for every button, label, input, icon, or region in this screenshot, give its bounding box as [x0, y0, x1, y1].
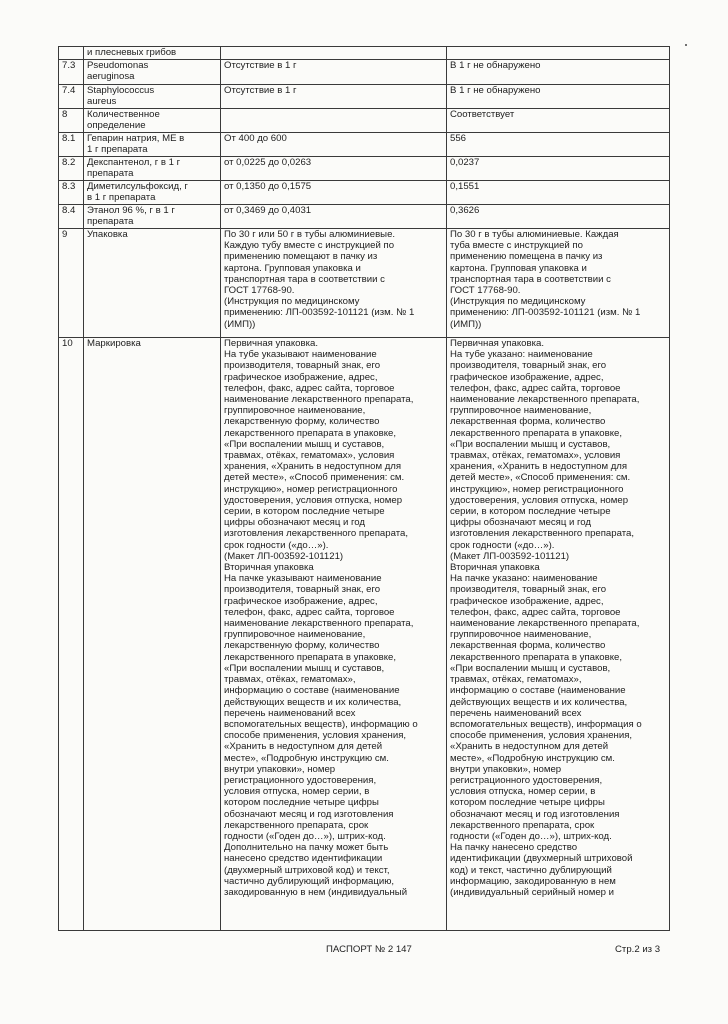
row-result: Соответствует	[447, 109, 670, 133]
row-result: В 1 г не обнаружено	[447, 60, 670, 85]
row-number: 9	[59, 229, 84, 338]
row-name: Pseudomonas aeruginosa	[84, 60, 221, 85]
row-result: Первичная упаковка. На тубе указано: наименование производителя, товарный знак, его графическое изображение, адрес, телефон, факс, адрес сайта, торговое наименование лекарственного препарата, группировочное наименование, лекарственная форма, количество лекарственного препарата в упаковке, «При воспалении мышц и суставов, травмах, отёках, гематомах», условия хранения, «Хранить в недоступном для детей месте», «Способ применения: см. инструкцию», номер регистрационного удостоверения, условия отпуска, номер серии, в котором последние четыре цифры обозначают месяц и год изготовления лекарственного препарата, срок годности («до…»). (Макет ЛП-003592-101121) Вторичная упаковка На пачке указано: наименование производителя, товарный знак, его графическое изображение, адрес, телефон, факс, адрес сайта, торговое наименование лекарственного препарата, группировочное наименование, лекарственная форма, количество лекарственного препарата в упаковке, «При воспалении мышц и суставов, травмах, отёках, гематомах», информацию о составе (наименование действующих веществ и их количества, перечень наименований всех вспомогательных веществ), информация о способе применения, условия хранения, «Хранить в недоступном для детей месте», «Подробную инструкцию см. внутри упаковки», номер регистрационного удостоверения, условия отпуска, номер серии, в котором последние четыре цифры обозначают месяц и год изготовления лекарственного препарата, срок годности («Годен до…»), штрих-код. На пачку нанесено средство идентификации (двухмерный штриховой код) и текст, частично дублирующий информацию, закодированную в нем (индивидуальный серийный номер и	[450, 338, 642, 898]
row-name: Staphylococcus aureus	[84, 85, 221, 109]
row-number: 8.4	[59, 205, 84, 229]
row-requirement: от 0,0225 до 0,0263	[221, 157, 447, 181]
table-row	[59, 60, 670, 85]
table-row	[59, 181, 670, 205]
row-name: Этанол 96 %, г в 1 г препарата	[84, 205, 221, 229]
table-row	[59, 109, 670, 133]
requirement-cell	[221, 338, 447, 931]
row-number: 8	[59, 109, 84, 133]
row-requirement	[221, 47, 447, 60]
row-name: Декспантенол, г в 1 г препарата	[84, 157, 221, 181]
table-row	[59, 338, 670, 931]
row-number: 8.3	[59, 181, 84, 205]
row-requirement: Отсутствие в 1 г	[221, 85, 447, 109]
row-number: 7.3	[59, 60, 84, 85]
row-name: Упаковка	[84, 229, 221, 338]
row-requirement: Первичная упаковка. На тубе указывают наименование производителя, товарный знак, его графическое изображение, адрес, телефон, факс, адрес сайта, торговое наименование лекарственного препарата, группировочное наименование, лекарственную форму, количество лекарственного препарата в упаковке, «При воспалении мышц и суставов, травмах, отёках, гематомах», условия хранения, «Хранить в недоступном для детей месте», «Способ применения: см. инструкцию», номер регистрационного удостоверения, условия отпуска, номер серии, в котором последние четыре цифры обозначают месяц и год изготовления лекарственного препарата, срок годности («до…»). (Макет ЛП-003592-101121) Вторичная упаковка На пачке указывают наименование производителя, товарный знак, его графическое изображение, адрес, телефон, факс, адрес сайта, торговое наименование лекарственного препарата, группировочное наименование, лекарственную форму, количество лекарственного препарата в упаковке, «При воспалении мышц и суставов, травмах, отёках, гематомах», информацию о составе (наименование действующих веществ и их количества, перечень наименований всех вспомогательных веществ), информацию о способе применения, условия хранения, «Хранить в недоступном для детей месте», «Подробную инструкцию см. внутри упаковки», номер регистрационного удостоверения, условия отпуска, номер серии, в котором последние четыре цифры обозначают месяц и год изготовления лекарственного препарата, срок годности («Годен до…»), штрих-код. Дополнительно на пачку может быть нанесено средство идентификации (двухмерный штриховой код) и текст, частично дублирующий информацию, закодированную в нем (индивидуальный	[224, 338, 418, 898]
passport-table	[58, 46, 670, 931]
table-row	[59, 133, 670, 157]
row-number: 7.4	[59, 85, 84, 109]
row-name: Диметилсульфоксид, г в 1 г препарата	[84, 181, 221, 205]
row-name: и плесневых грибов	[84, 47, 221, 60]
table-row	[59, 157, 670, 181]
table-row	[59, 229, 670, 338]
row-result: По 30 г в тубы алюминиевые. Каждая туба вместе с инструкцией по применению помещена в пачку из картона. Групповая упаковка и транспортная тара в соответствии с ГОСТ 17768-90. (Инструкция по медицинскому применению: ЛП-003592-101121 (изм. № 1 (ИМП))	[447, 229, 670, 338]
row-result: 0,0237	[447, 157, 670, 181]
row-number	[59, 47, 84, 60]
row-requirement: По 30 г или 50 г в тубы алюминиевые. Каждую тубу вместе с инструкцией по применению помещают в пачку из картона. Групповая упаковка и транспортная тара в соответствии с ГОСТ 17768-90. (Инструкция по медицинскому применению: ЛП-003592-101121 (изм. № 1 (ИМП))	[221, 229, 447, 338]
row-number: 8.1	[59, 133, 84, 157]
footer-page-number: Стр.2 из 3	[615, 944, 661, 955]
row-name: Гепарин натрия, МЕ в 1 г препарата	[84, 133, 221, 157]
row-number: 10	[59, 338, 84, 931]
row-result	[447, 47, 670, 60]
row-result: 0,3626	[447, 205, 670, 229]
row-number: 8.2	[59, 157, 84, 181]
row-requirement: от 0,3469 до 0,4031	[221, 205, 447, 229]
footer-document-title: ПАСПОРТ № 2 147	[326, 944, 412, 955]
row-result: 556	[447, 133, 670, 157]
table-row	[59, 205, 670, 229]
table-row	[59, 47, 670, 60]
row-result: В 1 г не обнаружено	[447, 85, 670, 109]
row-result: 0,1551	[447, 181, 670, 205]
result-cell	[447, 338, 670, 931]
scan-speck	[685, 44, 687, 46]
row-requirement: От 400 до 600	[221, 133, 447, 157]
row-requirement	[221, 109, 447, 133]
table-row	[59, 85, 670, 109]
row-name: Количественное определение	[84, 109, 221, 133]
row-name: Маркировка	[84, 338, 221, 931]
row-requirement: Отсутствие в 1 г	[221, 60, 447, 85]
row-requirement: от 0,1350 до 0,1575	[221, 181, 447, 205]
